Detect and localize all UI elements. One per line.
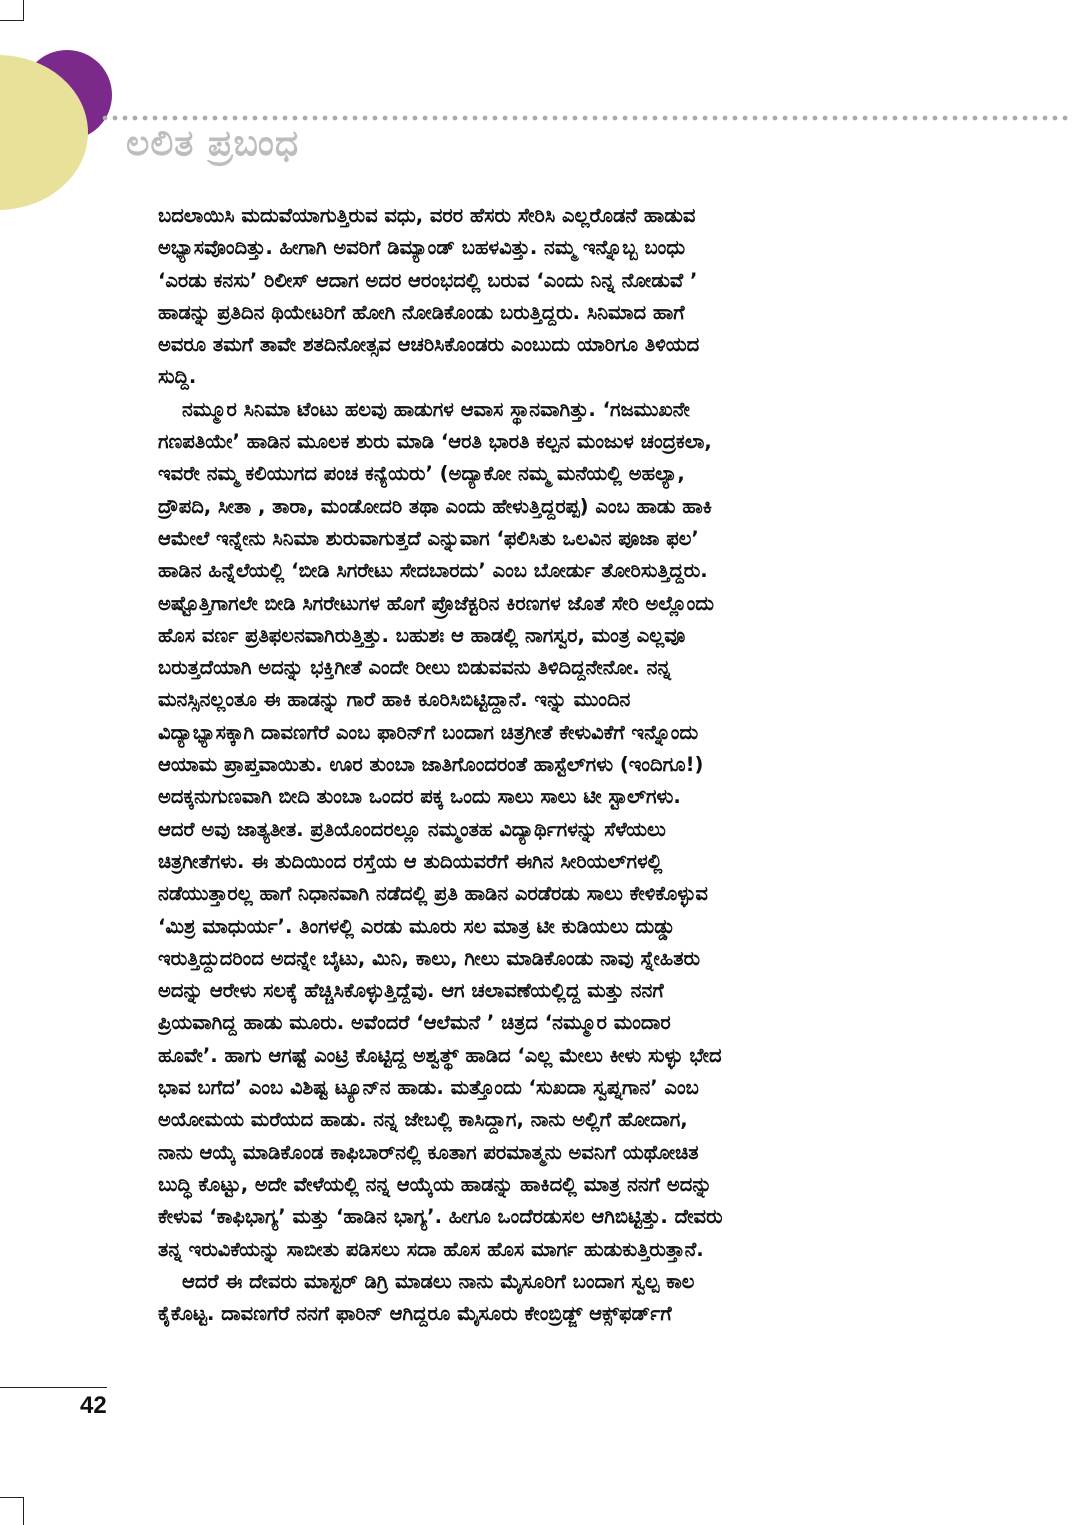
text-line: ಆಮೇಲೆ ಇನ್ನೇನು ಸಿನಿಮಾ ಶುರುವಾಗುತ್ತದೆ ಎನ್ನುವಾಗ ‘ಫಲಿಸಿತು ಒಲವಿನ ಪೂಜಾ ಫಲ’ [158, 526, 699, 550]
text-line: ವಿದ್ಯಾಭ್ಯಾಸಕ್ಕಾಗಿ ದಾವಣಗೆರೆ ಎಂಬ ಫಾರಿನ್‌ಗೆ ಬಂದಾಗ ಚಿತ್ರಗೀತೆ ಕೇಳುವಿಕೆಗೆ ಇನ್ನೊಂದು [158, 720, 699, 744]
text-line: ಸುದ್ದಿ. [158, 365, 197, 389]
text-line: ನಮ್ಮೂರ ಸಿನಿಮಾ ಟೆಂಟು ಹಲವು ಹಾಡುಗಳ ಆವಾಸ ಸ್ಥಾನವಾಗಿತ್ತು. ‘ಗಜಮುಖನೇ [182, 397, 690, 421]
page-number: 42 [80, 1392, 107, 1419]
text-line: ಅದನ್ನು ಆರೇಳು ಸಲಕ್ಕೆ ಹೆಚ್ಚಿಸಿಕೊಳ್ಳುತ್ತಿದ್ದೆವು. ಆಗ ಚಲಾವಣೆಯಲ್ಲಿದ್ದ ಮತ್ತು ನನಗೆ [158, 979, 664, 1003]
text-line: ಅಭ್ಯಾಸವೊಂದಿತ್ತು. ಹೀಗಾಗಿ ಅವರಿಗೆ ಡಿಮ್ಯಾಂಡ್ ಬಹಳವಿತ್ತು. ನಮ್ಮ ಇನ್ನೊಬ್ಬ ಬಂಧು [158, 236, 686, 260]
text-line: ಇರುತ್ತಿದ್ದುದರಿಂದ ಅದನ್ನೇ ಬೈಟು, ಮಿನಿ, ಕಾಲು, ಗೀಲು ಮಾಡಿಕೊಂಡು ನಾವು ಸ್ನೇಹಿತರು [158, 946, 701, 970]
text-line: ಚಿತ್ರಗೀತೆಗಳು. ಈ ತುದಿಯಿಂದ ರಸ್ತೆಯ ಆ ತುದಿಯವರೆಗೆ ಈಗಿನ ಸೀರಿಯಲ್‌ಗಳಲ್ಲಿ [158, 849, 663, 873]
text-line: ಪ್ರಿಯವಾಗಿದ್ದ ಹಾಡು ಮೂರು. ಅವೆಂದರೆ ‘ಆಲೆಮನೆ ’ ಚಿತ್ರದ ‘ನಮ್ಮೂರ ಮಂದಾರ [158, 1011, 671, 1035]
text-line: ಬರುತ್ತದೆಯಾಗಿ ಅದನ್ನು ಭಕ್ತಿಗೀತೆ ಎಂದೇ ರೀಲು ಬಿಡುವವನು ತಿಳಿದಿದ್ದನೇನೋ. ನನ್ನ [158, 656, 671, 680]
article-body [158, 200, 908, 1330]
text-line: ನಡೆಯುತ್ತಾರಲ್ಲ ಹಾಗೆ ನಿಧಾನವಾಗಿ ನಡೆದಲ್ಲಿ ಪ್ರತಿ ಹಾಡಿನ ಎರಡೆರಡು ಸಾಲು ಕೇಳಿಕೊಳ್ಳುವ [158, 882, 708, 906]
text-line: ಆದರೆ ಅವು ಜಾತ್ಯತೀತ. ಪ್ರತಿಯೊಂದರಲ್ಲೂ ನಮ್ಮಂತಹ ವಿದ್ಯಾರ್ಥಿಗಳನ್ನು ಸೆಳೆಯಲು [158, 817, 666, 841]
text-line: ಆಯಾಮ ಪ್ರಾಪ್ತವಾಯಿತು. ಊರ ತುಂಬಾ ಜಾತಿಗೊಂದರಂತೆ ಹಾಸ್ಟೆಲ್‌ಗಳು (ಇಂದಿಗೂ!) [158, 753, 704, 777]
text-line: ತನ್ನ ಇರುವಿಕೆಯನ್ನು ಸಾಬೀತು ಪಡಿಸಲು ಸದಾ ಹೊಸ ಹೊಸ ಮಾರ್ಗ ಹುಡುಕುತ್ತಿರುತ್ತಾನೆ. [158, 1237, 704, 1261]
text-line: ಬದಲಾಯಿಸಿ ಮದುವೆಯಾಗುತ್ತಿರುವ ವಧು, ವರರ ಹೆಸರು ಸೇರಿಸಿ ಎಲ್ಲರೊಡನೆ ಹಾಡುವ [158, 204, 696, 227]
text-line: ದ್ರೌಪದಿ, ಸೀತಾ , ತಾರಾ, ಮಂಡೋದರಿ ತಥಾ ಎಂದು ಹೇಳುತ್ತಿದ್ದರಪ್ಪ) ಎಂಬ ಹಾಡು ಹಾಕಿ [158, 494, 712, 518]
text-line: ಹಾಡನ್ನು ಪ್ರತಿದಿನ ಥಿಯೇಟರಿಗೆ ಹೋಗಿ ನೋಡಿಕೊಂಡು ಬರುತ್ತಿದ್ದರು. ಸಿನಿಮಾದ ಹಾಗೆ [158, 300, 685, 324]
text-line: ಇವರೇ ನಮ್ಮ ಕಲಿಯುಗದ ಪಂಚ ಕನ್ಯೆಯರು’ (ಅದ್ಯಾಕೋ ನಮ್ಮ ಮನೆಯಲ್ಲಿ ಅಹಲ್ಯಾ, [158, 462, 685, 486]
text-line: ಹೊಸ ವರ್ಣ ಪ್ರತಿಫಲನವಾಗಿರುತ್ತಿತ್ತು. ಬಹುಶಃ ಆ ಹಾಡಲ್ಲಿ ನಾಗಸ್ವರ, ಮಂತ್ರ ಎಲ್ಲವೂ [158, 623, 686, 647]
text-line: ‘ಎರಡು ಕನಸು’ ರಿಲೀಸ್ ಆದಾಗ ಅದರ ಆರಂಭದಲ್ಲಿ ಬರುವ ‘ಎಂದು ನಿನ್ನ ನೋಡುವೆ ’ [158, 268, 698, 292]
crop-mark-top-left [0, 20, 24, 21]
text-line: ಅಷ್ಟೊತ್ತಿಗಾಗಲೇ ಬೀಡಿ ಸಿಗರೇಟುಗಳ ಹೊಗೆ ಪ್ರೊಜೆಕ್ಟರಿನ ಕಿರಣಗಳ ಜೊತೆ ಸೇರಿ ಅಲ್ಲೊಂದು [158, 591, 715, 615]
text-line: ಅಯೋಮಯ ಮರೆಯದ ಹಾಡು. ನನ್ನ ಜೇಬಲ್ಲಿ ಕಾಸಿದ್ದಾಗ, ನಾನು ಅಲ್ಲಿಗೆ ಹೋದಾಗ, [158, 1108, 688, 1132]
crop-mark-top-left-vertical [23, 0, 24, 21]
text-line: ಮನಸ್ಸಿನಲ್ಲಂತೂ ಈ ಹಾಡನ್ನು ಗಾರೆ ಹಾಕಿ ಕೂರಿಸಿಬಿಟ್ಟಿದ್ದಾನೆ. ಇನ್ನು ಮುಂದಿನ [158, 688, 631, 712]
text-line: ಕೈಕೊಟ್ಟ. ದಾವಣಗೆರೆ ನನಗೆ ಫಾರಿನ್ ಆಗಿದ್ದರೂ ಮೈಸೂರು ಕೇಂಬ್ರಿಡ್ಜ್ ಆಕ್ಸ್‌ಫರ್ಡ್‌ಗೆ [158, 1302, 672, 1326]
text-line: ಆದರೆ ಈ ದೇವರು ಮಾಸ್ಟರ್ ಡಿಗ್ರಿ ಮಾಡಲು ನಾನು ಮೈಸೂರಿಗೆ ಬಂದಾಗ ಸ್ವಲ್ಪ ಕಾಲ [182, 1269, 695, 1293]
text-line: ಅದಕ್ಕನುಗುಣವಾಗಿ ಬೀದಿ ತುಂಬಾ ಒಂದರ ಪಕ್ಕ ಒಂದು ಸಾಲು ಸಾಲು ಟೀ ಸ್ಟಾಲ್‌ಗಳು. [158, 785, 681, 809]
text-line: ಹಾಡಿನ ಹಿನ್ನೆಲೆಯಲ್ಲಿ ‘ಬೀಡಿ ಸಿಗರೇಟು ಸೇದಬಾರದು’ ಎಂಬ ಬೋರ್ಡು ತೋರಿಸುತ್ತಿದ್ದರು. [158, 559, 708, 583]
text-line: ‘ಮಿಶ್ರ ಮಾಧುರ್ಯ’. ತಿಂಗಳಲ್ಲಿ ಎರಡು ಮೂರು ಸಲ ಮಾತ್ರ ಟೀ ಕುಡಿಯಲು ದುಡ್ಡು [158, 914, 676, 938]
crop-mark-bottom-left [0, 1497, 24, 1498]
text-line: ಅವರೂ ತಮಗೆ ತಾವೇ ಶತದಿನೋತ್ಸವ ಆಚರಿಸಿಕೊಂಡರು ಎಂಬುದು ಯಾರಿಗೂ ತಿಳಿಯದ [158, 333, 700, 357]
crop-mark-bottom-left-vertical [23, 1497, 24, 1525]
text-line: ಗಣಪತಿಯೇ’ ಹಾಡಿನ ಮೂಲಕ ಶುರು ಮಾಡಿ ‘ಆರತಿ ಭಾರತಿ ಕಲ್ಪನ ಮಂಜುಳ ಚಂದ್ರಕಲಾ, [158, 430, 712, 454]
text-line: ಬುದ್ಧಿ ಕೊಟ್ಟು, ಅದೇ ವೇಳೆಯಲ್ಲಿ ನನ್ನ ಆಯ್ಕೆಯ ಹಾಡನ್ನು ಹಾಕಿದಲ್ಲಿ ಮಾತ್ರ ನನಗೆ ಅದನ್ನು [158, 1172, 713, 1196]
text-line: ನಾನು ಆಯ್ಕೆ ಮಾಡಿಕೊಂಡ ಕಾಫಿಬಾರ್‌ನಲ್ಲಿ ಕೂತಾಗ ಪರಮಾತ್ಮನು ಅವನಿಗೆ ಯಥೋಚಿತ [158, 1140, 699, 1164]
section-title: ಲಲಿತ ಪ್ರಬಂಧ [126, 123, 300, 164]
text-line: ಕೇಳುವ ‘ಕಾಫಿಭಾಗ್ಯ’ ಮತ್ತು ‘ಹಾಡಿನ ಭಾಗ್ಯ’. ಹೀಗೂ ಒಂದೆರಡುಸಲ ಆಗಿಬಿಟ್ಟಿತ್ತು. ದೇವರು [158, 1205, 723, 1229]
text-line: ಹೂವೇ’. ಹಾಗು ಆಗಷ್ಟೆ ಎಂಟ್ರಿ ಕೊಟ್ಟಿದ್ದ ಅಶ್ವತ್ಥ್ ಹಾಡಿದ ‘ಎಲ್ಲ ಮೇಲು ಕೀಳು ಸುಳ್ಳು ಭೇದ [158, 1043, 722, 1067]
text-line: ಭಾವ ಬಗೆದ’ ಎಂಬ ವಿಶಿಷ್ಟ ಟ್ಯೂನ್‌ನ ಹಾಡು. ಮತ್ತೊಂದು ‘ಸುಖದಾ ಸ್ವಪ್ನಗಾನ’ ಎಂಬ [158, 1076, 699, 1100]
page-number-rule [0, 1387, 107, 1388]
